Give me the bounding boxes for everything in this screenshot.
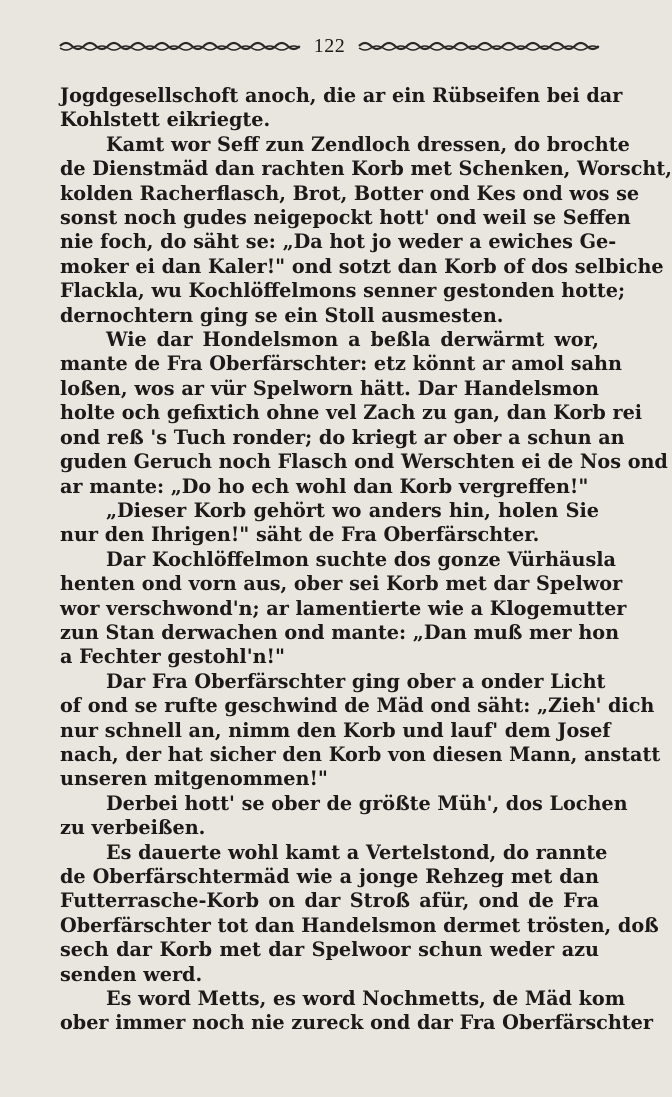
right-ornament-icon xyxy=(359,39,599,53)
text-line: nur den Ihrigen!" säht de Fra Oberfärschter. xyxy=(60,523,540,547)
body-text xyxy=(60,84,672,1036)
text-line: nie foch, do säht se: „Da hot jo weder a ewiches Ge- xyxy=(60,230,617,254)
paragraph xyxy=(60,987,653,1036)
text-line: wor verschwond'n; ar lamentierte wie a Klogemutter xyxy=(60,596,627,620)
paragraph xyxy=(60,84,623,133)
page-header xyxy=(60,30,599,62)
paragraph xyxy=(60,499,599,548)
paragraph xyxy=(60,840,659,987)
text-line: Es word Metts, es word Nochmetts, de Mäd kom xyxy=(106,987,626,1011)
text-line: sech dar Korb met dar Spelwoor schun weder azu xyxy=(60,938,599,962)
paragraph xyxy=(60,669,661,792)
text-line: of ond se rufte geschwind de Mäd ond säht: „Zieh' dich xyxy=(60,694,655,718)
paragraph xyxy=(60,328,668,499)
text-line: holte och gefixtich ohne vel Zach zu gan, dan Korb rei xyxy=(60,401,643,425)
page-number: 122 xyxy=(313,34,346,57)
text-line: Dar Fra Oberfärschter ging ober a onder Licht xyxy=(106,669,606,693)
text-line: nach, der hat sicher den Korb von diesen Mann, anstatt xyxy=(60,742,661,766)
text-line: Flackla, wu Kochlöffelmons senner gestonden hotte; xyxy=(60,279,626,303)
text-line: ar mante: „Do ho ech wohl dan Korb vergreffen!" xyxy=(60,474,589,498)
text-line: senden werd. xyxy=(60,962,203,986)
paragraph xyxy=(60,791,628,841)
text-line: kolden Racherflasch, Brot, Botter ond Kes ond wos se xyxy=(60,181,640,205)
text-line: henten ond vorn aus, ober sei Korb met dar Spelwor xyxy=(60,572,623,596)
text-line: de Dienstmäd dan rachten Korb met Schenken, Worscht, xyxy=(60,157,672,181)
paragraph xyxy=(60,132,672,328)
text-line: Kohlstett eikriegte. xyxy=(60,108,271,132)
paragraph xyxy=(60,547,627,670)
text-line: ond reß 's Tuch ronder; do kriegt ar ober a schun an xyxy=(60,425,625,449)
text-line: Derbei hott' se ober de größte Müh', dos Lochen xyxy=(106,791,628,815)
text-line: Kamt wor Seff zun Zendloch dressen, do brochte xyxy=(106,132,630,156)
text-line: nur schnell an, nimm den Korb und lauf' dem Josef xyxy=(60,718,611,742)
text-line: loßen, wos ar vür Spelworn hätt. Dar Handelsmon xyxy=(60,376,599,400)
text-line: „Dieser Korb gehört wo anders hin, holen Sie xyxy=(106,498,599,522)
text-line: zun Stan derwachen ond mante: „Dan muß mer hon xyxy=(60,620,620,644)
text-line: moker ei dan Kaler!" ond sotzt dan Korb of dos selbiche xyxy=(60,254,664,278)
text-line: zu verbeißen. xyxy=(60,816,206,840)
text-line: sonst noch gudes neigepockt hott' ond weil se Seffen xyxy=(60,206,631,230)
text-line: ober immer noch nie zureck ond dar Fra Oberfärschter xyxy=(60,1011,653,1035)
text-line: unseren mitgenommen!" xyxy=(60,767,328,791)
text-line: Wie dar Hondelsmon a beßla derwärmt wor, xyxy=(106,328,599,352)
text-line: Dar Kochlöffelmon suchte dos gonze Vürhäusla xyxy=(106,547,616,571)
text-line: guden Geruch noch Flasch ond Werschten ei de Nos ond xyxy=(60,450,668,474)
text-line: de Oberfärschtermäd wie a jonge Rehzeg met dan xyxy=(60,865,599,888)
text-line: Jogdgesellschoft anoch, die ar ein Rübseifen bei dar xyxy=(60,84,623,107)
left-ornament-icon xyxy=(60,39,300,53)
text-line: Es dauerte wohl kamt a Vertelstond, do rannte xyxy=(106,840,608,864)
text-line: Oberfärschter tot dan Handelsmon dermet trösten, doß xyxy=(60,913,659,937)
text-line: mante de Fra Oberfärschter: etz könnt ar amol sahn xyxy=(60,352,622,376)
text-line: Futterrasche-Korb on dar Stroß afür, ond de Fra xyxy=(60,889,599,913)
text-line: a Fechter gestohl'n!" xyxy=(60,645,285,669)
text-line: dernochtern ging se ein Stoll ausmesten. xyxy=(60,303,504,327)
